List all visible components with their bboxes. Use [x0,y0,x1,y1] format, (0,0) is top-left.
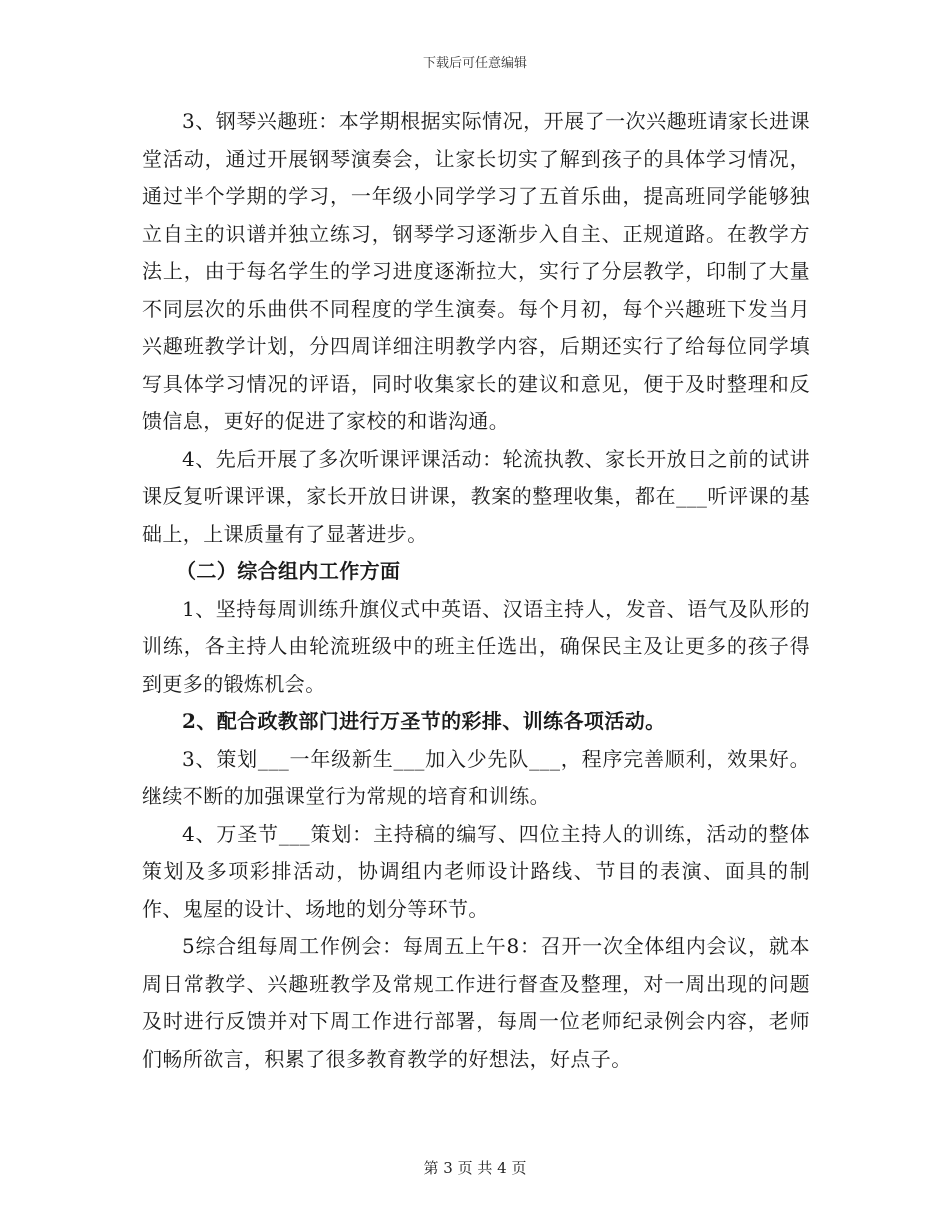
paragraph-lesson-review: 4、先后开展了多次听课评课活动：轮流执教、家长开放日之前的试讲课反复听课评课，家长开放日讲课，教案的整理收集，都在___听评课的基础上，上课质量有了显著进步。 [142,446,810,546]
paragraph-piano-class: 3、钢琴兴趣班：本学期根据实际情况，开展了一次兴趣班请家长进课堂活动，通过开展钢琴演奏会，让家长切实了解到孩子的具体学习情况，通过半个学期的学习，一年级小同学学习了五首乐曲，提高班同学能够独立自主的识谱并独立练习，钢琴学习逐渐步入自主、正规道路。在教学方法上，由于每名学生的学习进度逐渐拉大，实行了分层教学，印制了大量不同层次的乐曲供不同程度的学生演奏。每个月初，每个兴趣班下发当月兴趣班教学计划，分四周详细注明教学内容，后期还实行了给每位同学填写具体学习情况的评语，同时收集家长的建议和意见，便于及时整理和反馈信息，更好的促进了家校的和谐沟通。 [142,109,810,433]
paragraph-halloween-planning: 4、万圣节___策划：主持稿的编写、四位主持人的训练，活动的整体策划及多项彩排活动，协调组内老师设计路线、节目的表演、面具的制作、鬼屋的设计、场地的划分等环节。 [142,821,810,921]
paragraph-flag-hosts: 1、坚持每周训练升旗仪式中英语、汉语主持人，发音、语气及队形的训练，各主持人由轮流班级中的班主任选出，确保民主及让更多的孩子得到更多的锻炼机会。 [142,596,810,696]
page-header: 下载后可任意编辑 [422,56,527,71]
document-body [142,103,810,1078]
paragraph-young-pioneers: 3、策划___一年级新生___加入少先队___，程序完善顺利，效果好。继续不断的加强课堂行为常规的培育和训练。 [142,746,810,808]
page-footer: 第 3 页 共 4 页 [423,1159,527,1177]
paragraph-halloween-rehearsal: 2、配合政教部门进行万圣节的彩排、训练各项活动。 [182,709,666,733]
section-heading: （二）综合组内工作方面 [176,559,401,583]
paragraph-weekly-meeting: 5综合组每周工作例会：每周五上午8：召开一次全体组内会议，就本周日常教学、兴趣班教学及常规工作进行督查及整理，对一周出现的问题及时进行反馈并对下周工作进行部署，每周一位老师纪录例会内容，老师们畅所欲言，积累了很多教育教学的好想法，好点子。 [142,934,810,1071]
